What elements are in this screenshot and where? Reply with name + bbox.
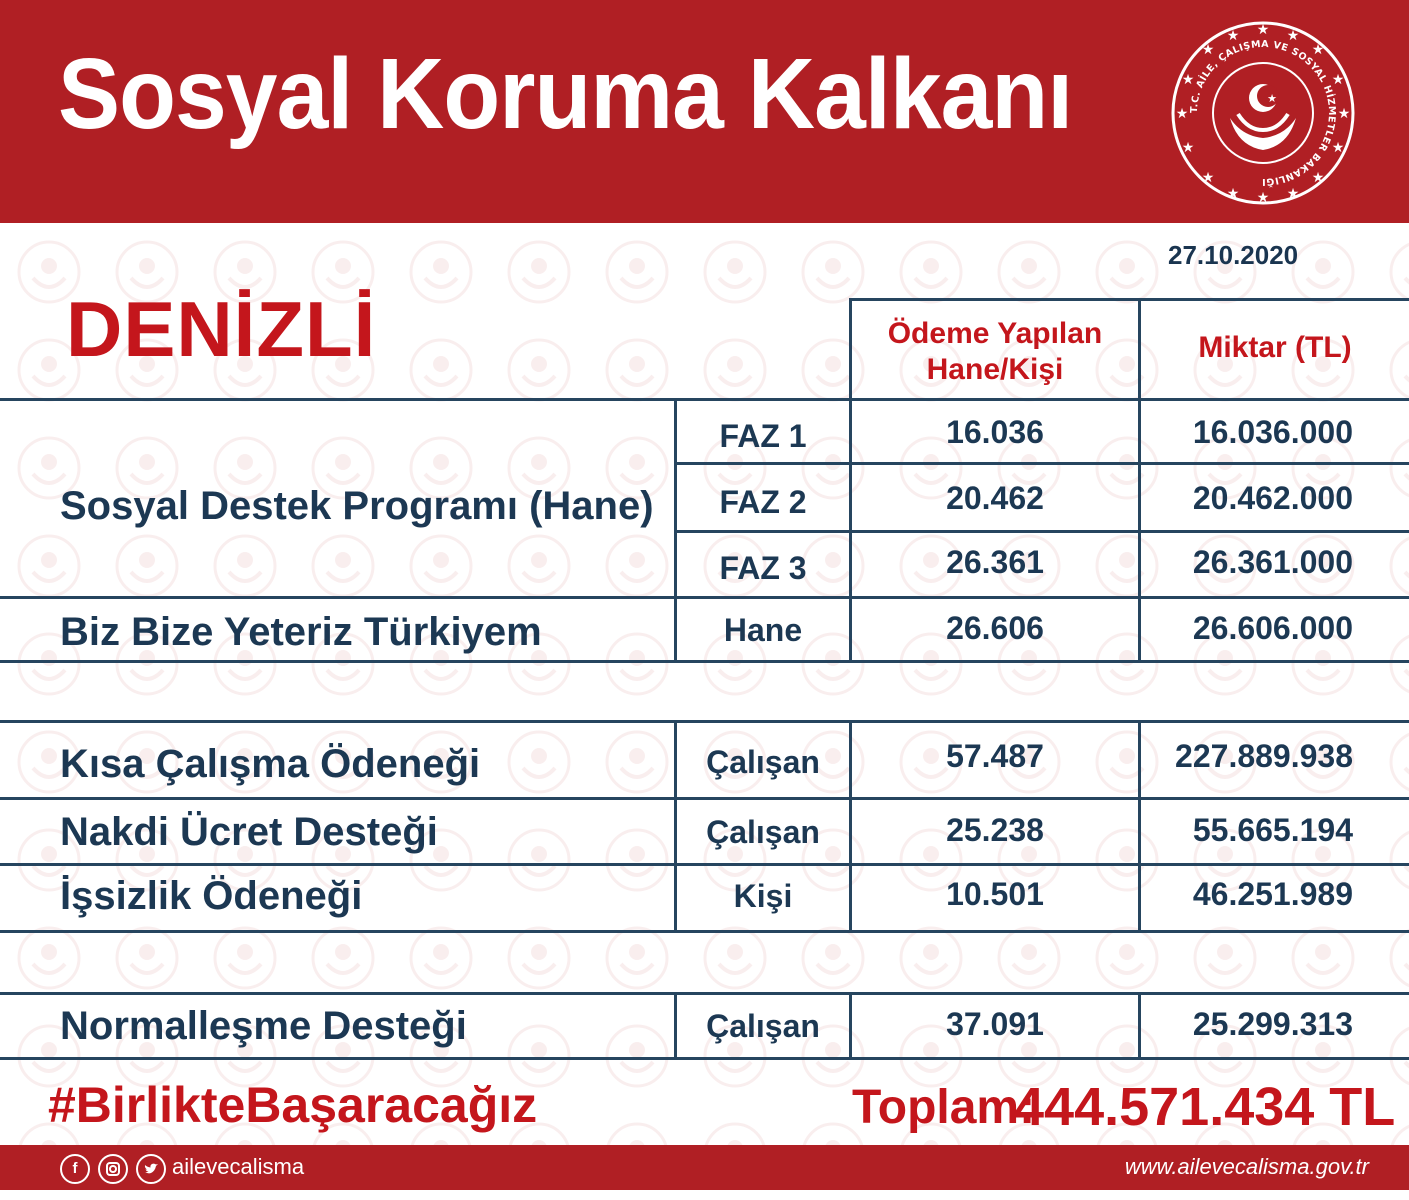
column-divider [1138, 298, 1141, 660]
table-cell-unit: FAZ 2 [719, 484, 807, 520]
table-cell-count: 26.606 [946, 610, 1044, 646]
table-cell-unit: Hane [723, 612, 803, 648]
svg-text:★: ★ [1286, 27, 1300, 43]
facebook-icon[interactable]: f [60, 1154, 90, 1184]
table-line [0, 1057, 1409, 1060]
table-cell-amount: 227.889.938 [1175, 738, 1353, 774]
svg-text:★: ★ [1181, 71, 1195, 87]
table-cell-amount: 25.299.313 [1192, 1006, 1353, 1042]
svg-text:★: ★ [1256, 21, 1270, 37]
table-line [0, 930, 1409, 933]
svg-text:★: ★ [1311, 41, 1325, 57]
table-line [0, 660, 1409, 663]
svg-text:★: ★ [1201, 41, 1215, 57]
emblem-text: T.C. AİLE, ÇALIŞMA VE SOSYAL HİZMETLER BAKANLIĞI [1188, 38, 1338, 188]
website-link[interactable]: www.ailevecalisma.gov.tr [1124, 1154, 1369, 1179]
row-label-kisa-calisma: Kısa Çalışma Ödeneği [60, 742, 481, 786]
total-label: Toplam: [852, 1081, 1036, 1134]
footer-bar [0, 1145, 1409, 1190]
table-cell-amount: 20.462.000 [1192, 480, 1353, 516]
table-cell-count: 25.238 [946, 812, 1044, 848]
table-cell-unit: Çalışan [706, 814, 820, 850]
table-cell-count: 10.501 [946, 876, 1044, 912]
table-line [676, 462, 1409, 465]
svg-text:★: ★ [1337, 105, 1351, 121]
row-label-nakdi-ucret: Nakdi Ücret Desteği [60, 810, 438, 854]
svg-text:★: ★ [1175, 105, 1189, 121]
table-cell-unit: Çalışan [706, 1008, 820, 1044]
table-cell-amount: 26.361.000 [1192, 544, 1353, 580]
table-cell-count: 26.361 [946, 544, 1044, 580]
svg-text:★: ★ [1286, 185, 1300, 201]
table-cell-count: 57.487 [946, 738, 1044, 774]
svg-text:★: ★ [1256, 189, 1270, 205]
instagram-icon[interactable] [98, 1154, 128, 1184]
ministry-emblem-icon [1168, 18, 1358, 208]
table-cell-amount: 46.251.989 [1192, 876, 1353, 912]
table-line [0, 992, 1409, 995]
table-cell-amount: 16.036.000 [1192, 414, 1353, 450]
svg-text:★: ★ [1226, 185, 1240, 201]
row-label-normallesme: Normalleşme Desteği [60, 1004, 467, 1048]
column-divider [849, 298, 852, 660]
table-line [0, 720, 1409, 723]
svg-text:★: ★ [1311, 169, 1325, 185]
svg-text:★: ★ [1331, 71, 1345, 87]
table-line [0, 863, 1409, 866]
svg-text:T.C. AİLE, ÇALIŞMA VE SOSYAL H [1189, 39, 1337, 188]
column-header-count: Ödeme Yapılan Hane/Kişi [887, 317, 1103, 386]
svg-text:★: ★ [1201, 169, 1215, 185]
table-cell-amount: 55.665.194 [1192, 812, 1353, 848]
table-line [676, 530, 1409, 533]
svg-text:★: ★ [1226, 27, 1240, 43]
table-line [0, 797, 1409, 800]
table-cell-unit: Çalışan [706, 744, 820, 780]
city-name: DENİZLİ [66, 285, 377, 373]
svg-text:★: ★ [1181, 139, 1195, 155]
row-label-issizlik: İşsizlik Ödeneği [60, 874, 363, 918]
table-cell-unit: FAZ 1 [719, 418, 807, 454]
column-header-amount: Miktar (TL) [1198, 331, 1352, 364]
header-banner [0, 0, 1409, 223]
row-label-biz-bize: Biz Bize Yeteriz Türkiyem [60, 610, 542, 654]
svg-text:★: ★ [1267, 93, 1277, 105]
table-cell-unit: FAZ 3 [719, 550, 807, 586]
table-cell-count: 20.462 [946, 480, 1044, 516]
hashtag: #BirlikteBaşaracağız [48, 1077, 538, 1133]
table-cell-count: 16.036 [946, 414, 1044, 450]
table-line [0, 398, 1409, 401]
table-cell-unit: Kişi [733, 878, 793, 914]
page-title: Sosyal Koruma Kalkanı [58, 38, 1073, 150]
svg-text:★: ★ [1331, 139, 1345, 155]
table-cell-count: 37.091 [946, 1006, 1044, 1042]
social-handle[interactable]: ailevecalisma [172, 1154, 305, 1179]
table-cell-amount: 26.606.000 [1192, 610, 1353, 646]
report-date: 27.10.2020 [1168, 240, 1299, 270]
row-label-sosyal-destek: Sosyal Destek Programı (Hane) [60, 484, 654, 528]
table-line [0, 596, 1409, 599]
twitter-icon[interactable] [136, 1154, 166, 1184]
total-value: 444.571.434 TL [1014, 1077, 1396, 1137]
header-top-line [850, 298, 1409, 301]
